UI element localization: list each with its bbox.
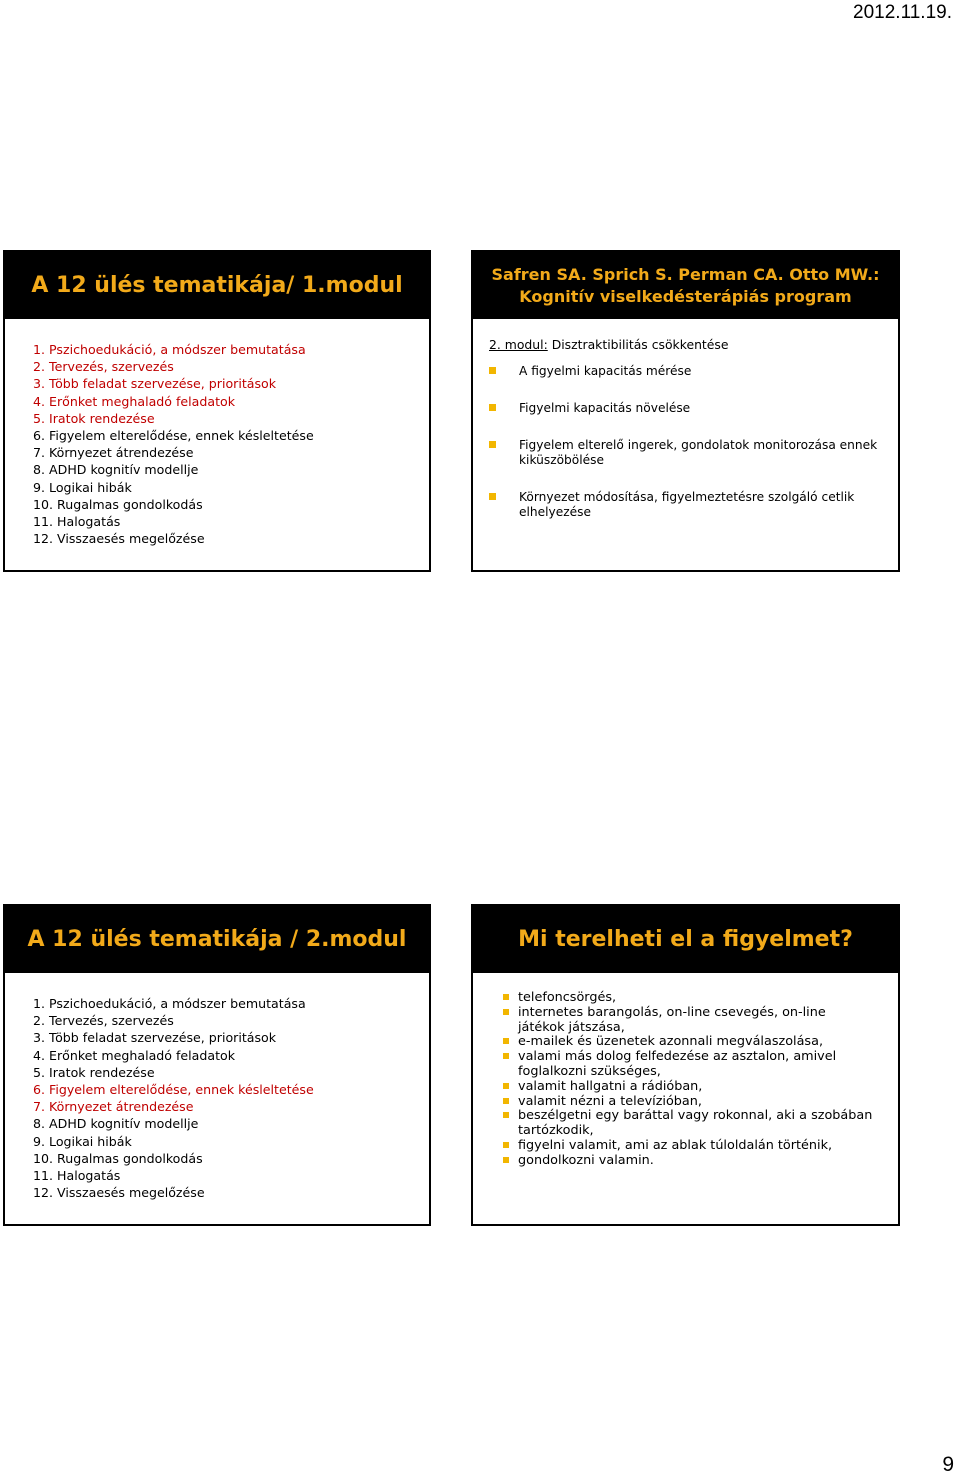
list-item: 7. Környezet átrendezése bbox=[33, 445, 194, 461]
bullet-text: beszélgetni egy baráttal vagy rokonnal, aki a szobában tartózkodik, bbox=[518, 1108, 873, 1139]
list-item: 3. Több feladat szervezése, prioritások bbox=[33, 1030, 277, 1046]
slide-header bbox=[473, 906, 898, 973]
list-item: 2. Tervezés, szervezés bbox=[33, 1013, 174, 1029]
bullet-text: Figyelmi kapacitás növelése bbox=[519, 401, 691, 415]
list-item: 1. Pszichoedukáció, a módszer bemutatása bbox=[33, 996, 306, 1011]
list-item: 10. Rugalmas gondolkodás bbox=[33, 1150, 203, 1166]
slide-title-line2: Kognitív viselkedésterápiás program bbox=[519, 286, 852, 306]
list-item: 8. ADHD kognitív modellje bbox=[33, 462, 199, 478]
list-item bbox=[503, 1050, 873, 1080]
slide-header bbox=[5, 906, 429, 973]
square-bullet-icon bbox=[503, 1053, 509, 1059]
bullet-text: A figyelmi kapacitás mérése bbox=[519, 364, 692, 378]
square-bullet-icon bbox=[503, 1038, 509, 1044]
list-item: 4. Erőnket meghaladó feladatok bbox=[33, 1047, 236, 1063]
list-item: 3. Több feladat szervezése, prioritások bbox=[33, 376, 277, 392]
list-item: 9. Logikai hibák bbox=[33, 1133, 132, 1149]
list-item: 6. Figyelem elterelődése, ennek késleltetése bbox=[33, 428, 314, 444]
list-item bbox=[503, 991, 873, 1006]
square-bullet-icon bbox=[503, 1098, 509, 1104]
list-item: 10. Rugalmas gondolkodás bbox=[33, 496, 203, 512]
module-text: Disztraktibilitás csökkentése bbox=[547, 337, 729, 352]
list-item: 7. Környezet átrendezése bbox=[33, 1099, 194, 1115]
slide-header bbox=[5, 252, 429, 319]
slide-title: A 12 ülés tematikája / 2.modul bbox=[27, 926, 407, 952]
list-item: 5. Iratok rendezése bbox=[33, 410, 155, 426]
list-item bbox=[503, 1139, 873, 1154]
square-bullet-icon bbox=[503, 1157, 509, 1163]
bullet-text: internetes barangolás, on-line csevegés, on-line játékok játszása, bbox=[518, 1004, 826, 1035]
list-item: 11. Halogatás bbox=[33, 1168, 121, 1184]
square-bullet-icon bbox=[503, 1142, 509, 1148]
list-item bbox=[503, 1006, 873, 1036]
square-bullet-icon bbox=[489, 493, 496, 500]
list-item bbox=[503, 1095, 873, 1110]
square-bullet-icon bbox=[489, 404, 496, 411]
list-item: 12. Visszaesés megelőzése bbox=[33, 531, 205, 547]
bullet-text: valamit hallgatni a rádióban, bbox=[518, 1078, 703, 1094]
list-item bbox=[503, 1154, 873, 1169]
module-heading bbox=[489, 337, 898, 352]
bullet-text: Környezet módosítása, figyelmeztetésre szolgáló cetlik elhelyezése bbox=[519, 490, 855, 519]
slide-title-line1: Safren SA. Sprich S. Perman CA. Otto MW.: bbox=[491, 264, 880, 284]
slide-safren-program bbox=[471, 250, 900, 572]
slide-title: A 12 ülés tematikája/ 1.modul bbox=[31, 272, 403, 298]
slide-header bbox=[473, 252, 898, 319]
list-item: 12. Visszaesés megelőzése bbox=[33, 1185, 205, 1201]
topic-list bbox=[5, 319, 429, 547]
list-item: 1. Pszichoedukáció, a módszer bemutatása bbox=[33, 342, 306, 357]
bullet-text: telefoncsörgés, bbox=[518, 990, 617, 1005]
list-item bbox=[503, 1109, 873, 1139]
bullet-text: valamit nézni a televízióban, bbox=[518, 1093, 702, 1109]
bullet-text: gondolkozni valamin. bbox=[518, 1152, 654, 1168]
list-item bbox=[503, 1080, 873, 1095]
slide-distractions bbox=[471, 904, 900, 1226]
square-bullet-icon bbox=[503, 1009, 509, 1015]
list-item: 2. Tervezés, szervezés bbox=[33, 359, 174, 375]
slide-title: Mi terelheti el a figyelmet? bbox=[518, 926, 853, 952]
square-bullet-icon bbox=[503, 1083, 509, 1089]
bullet-text: figyelni valamit, ami az ablak túloldalán történik, bbox=[518, 1137, 833, 1153]
slide-module2-topics bbox=[3, 904, 431, 1226]
square-bullet-icon bbox=[503, 994, 509, 1000]
list-item bbox=[489, 438, 879, 468]
page-number: 9 bbox=[942, 1453, 954, 1476]
square-bullet-icon bbox=[503, 1112, 509, 1118]
square-bullet-icon bbox=[489, 441, 496, 448]
list-item: 8. ADHD kognitív modellje bbox=[33, 1116, 199, 1132]
bullet-text: Figyelem elterelő ingerek, gondolatok monitorozása ennek kiküszöbölése bbox=[519, 438, 878, 467]
list-item bbox=[489, 401, 879, 416]
list-item: 11. Halogatás bbox=[33, 514, 121, 530]
list-item bbox=[489, 490, 879, 520]
bullet-text: e-mailek és üzenetek azonnali megválaszolása, bbox=[518, 1034, 824, 1050]
module-bullets bbox=[489, 364, 898, 520]
distraction-list bbox=[503, 991, 898, 1169]
list-item bbox=[503, 1035, 873, 1050]
square-bullet-icon bbox=[489, 367, 496, 374]
list-item: 5. Iratok rendezése bbox=[33, 1064, 155, 1080]
list-item bbox=[489, 364, 879, 379]
page-date: 2012.11.19. bbox=[853, 2, 952, 23]
bullet-text: valami más dolog felfedezése az asztalon, amivel foglalkozni szükséges, bbox=[518, 1049, 837, 1079]
slide-module1-topics bbox=[3, 250, 431, 572]
list-item: 4. Erőnket meghaladó feladatok bbox=[33, 393, 236, 409]
module-label: 2. modul: bbox=[489, 337, 548, 352]
list-item: 9. Logikai hibák bbox=[33, 479, 132, 495]
topic-list bbox=[5, 973, 429, 1201]
list-item: 6. Figyelem elterelődése, ennek késleltetése bbox=[33, 1082, 314, 1098]
